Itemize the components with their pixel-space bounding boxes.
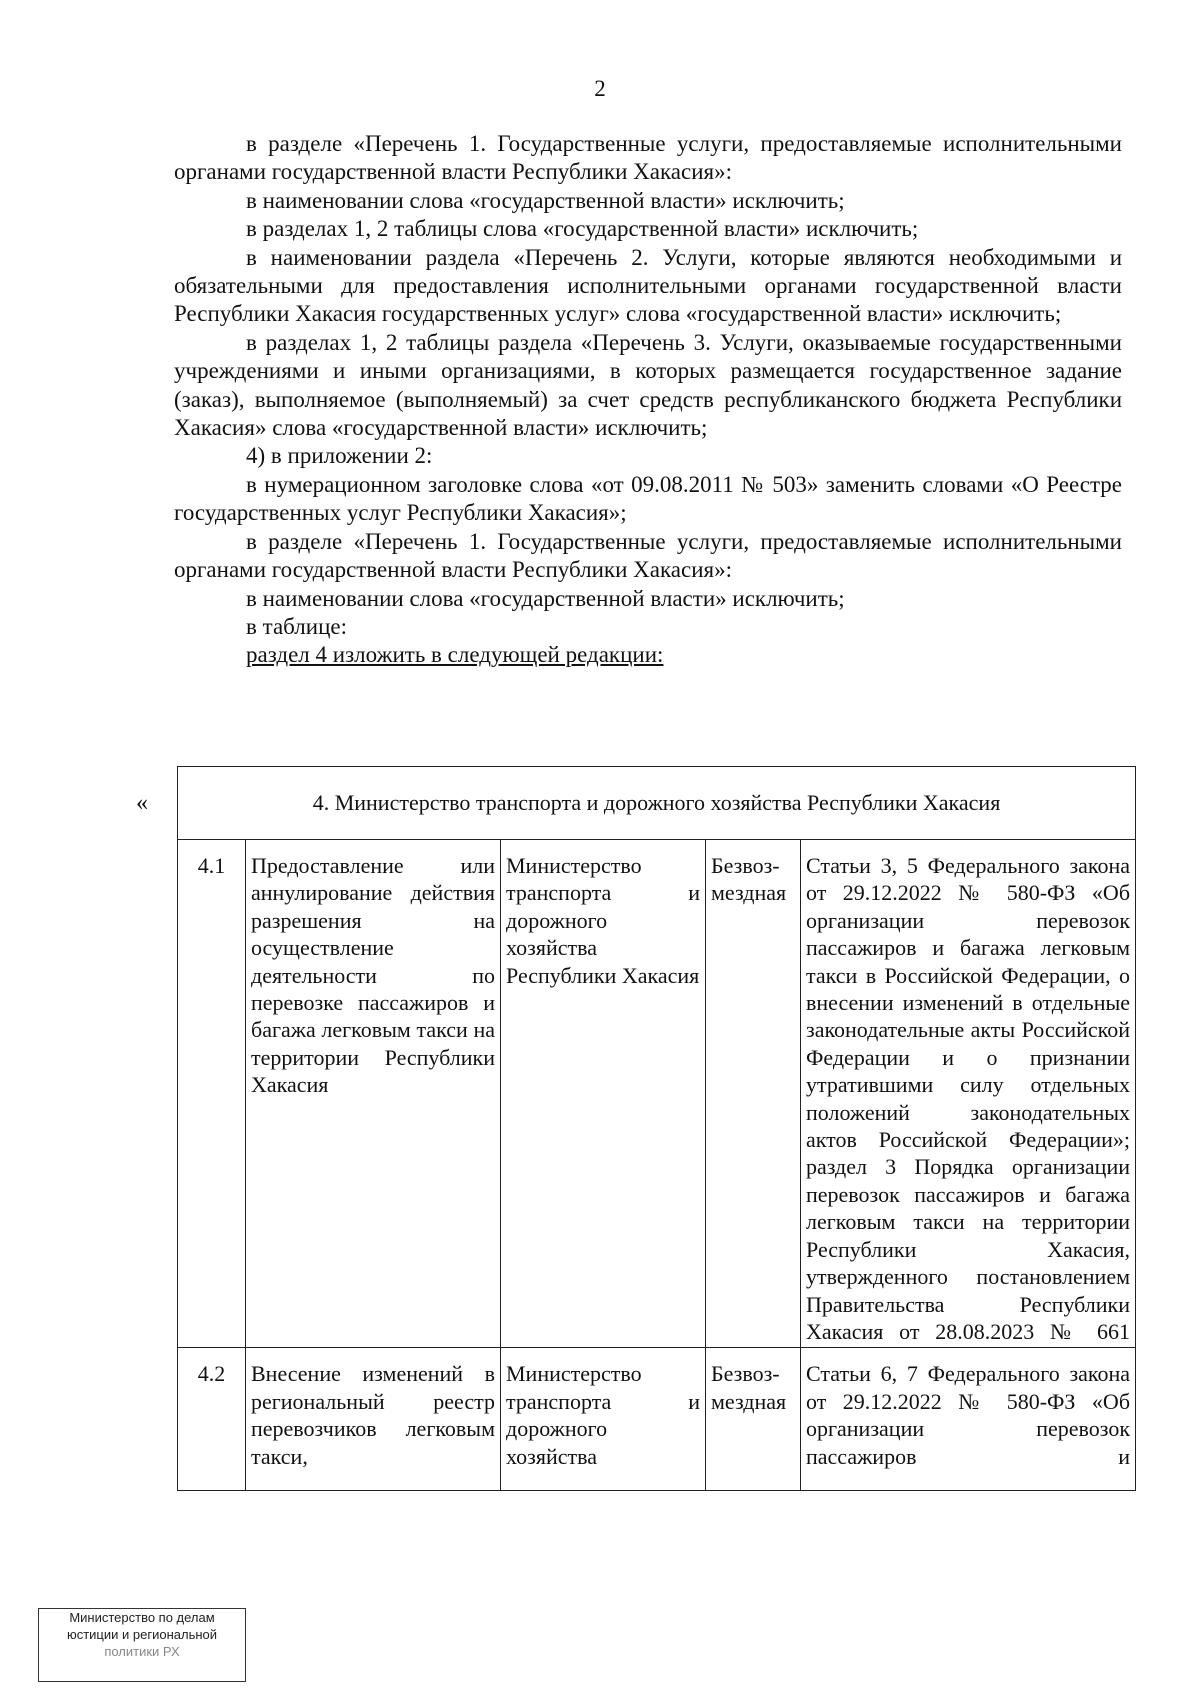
legal-basis-cell: Статьи 6, 7 Федерального закона от 29.12.2022 № 580-ФЗ «Об организации перевозок пассажиров и	[801, 1348, 1136, 1491]
paragraph: в наименовании раздела «Перечень 2. Услуги, которые являются необходимыми и обязательными для предоставления исполнительными органами государственной власти Республики Хакасия государственных услуг» слова «государственной власти» исключить;	[174, 244, 1122, 327]
page-number: 2	[594, 76, 606, 101]
service-name-cell: Предоставление или аннулирование действия разрешения на осуществление деятельности по перевозке пассажиров и багажа легковым такси на территории Республики Хакасия	[246, 840, 501, 1348]
authority-cell: Министерство транспорта и дорожного хозяйства	[501, 1348, 706, 1491]
paragraph: в разделе «Перечень 1. Государственные услуги, предоставляемые исполнительными органами государственной власти Республики Хакасия»:	[174, 528, 1122, 583]
paragraph: в наименовании слова «государственной власти» исключить;	[246, 187, 845, 213]
document-body	[174, 130, 1122, 670]
table-row	[178, 840, 1136, 1348]
legal-basis-cell: Статьи 3, 5 Федерального закона от 29.12.2022 № 580-ФЗ «Об организации перевозок пассажиров и багажа легковым такси в Российской Федерации, о внесении изменений в отдельные законодательные акты Российской Федерации и о признании утратившими силу отдельных положений законодательных актов Российской Федерации»; раздел 3 Порядка организации перевозок пассажиров и багажа легковым такси на территории Республики Хакасия, утвержденного постановлением Правительства Республики Хакасия от 28.08.2023 № 661	[801, 840, 1136, 1348]
service-name-cell: Внесение изменений в региональный реестр перевозчиков легковым такси,	[246, 1348, 501, 1491]
paragraph: в наименовании слова «государственной власти» исключить;	[246, 585, 845, 611]
opening-quote-mark: «	[136, 790, 148, 816]
services-table	[177, 766, 1136, 1491]
paragraph: в разделе «Перечень 1. Государственные услуги, предоставляемые исполнительными органами государственной власти Республики Хакасия»:	[174, 131, 1122, 185]
paragraph	[174, 641, 1122, 669]
stamp-line: Министерство по делам	[69, 1610, 215, 1625]
paragraph: 4) в приложении 2:	[246, 443, 433, 469]
paragraph: в разделах 1, 2 таблицы слова «государственной власти» исключить;	[246, 216, 919, 242]
row-number: 4.2	[178, 1348, 246, 1491]
paragraph: в разделах 1, 2 таблицы раздела «Перечень 3. Услуги, оказываемые государственными учреждениями и иными организациями, в которых размещается государственное задание (заказ), выполняемое (выполняемый) за счет средств республиканского бюджета Республики Хакасия» слова «государственной власти» исключить;	[174, 329, 1122, 441]
registration-stamp	[38, 1608, 246, 1682]
table-row	[178, 1348, 1136, 1491]
stamp-line: юстиции и региональной	[66, 1627, 218, 1642]
authority-cell: Министерство транспорта и дорожного хозяйства Республики Хакасия	[501, 840, 706, 1348]
row-number: 4.1	[178, 840, 246, 1348]
table-section-title: 4. Министерство транспорта и дорожного хозяйства Республики Хакасия	[178, 767, 1136, 840]
stamp-line: политики РХ	[104, 1644, 180, 1659]
fee-cell: Безвоз- мездная	[706, 840, 801, 1348]
paragraph: в таблице:	[246, 613, 347, 639]
paragraph: в нумерационном заголовке слова «от 09.08.2011 № 503» заменить словами «О Реестре государственных услуг Республики Хакасия»;	[174, 471, 1122, 526]
fee-cell: Безвоз- мездная	[706, 1348, 801, 1491]
paragraph-text: раздел 4 изложить в следующей редакции:	[246, 642, 664, 668]
table-section-header-row	[178, 767, 1136, 840]
